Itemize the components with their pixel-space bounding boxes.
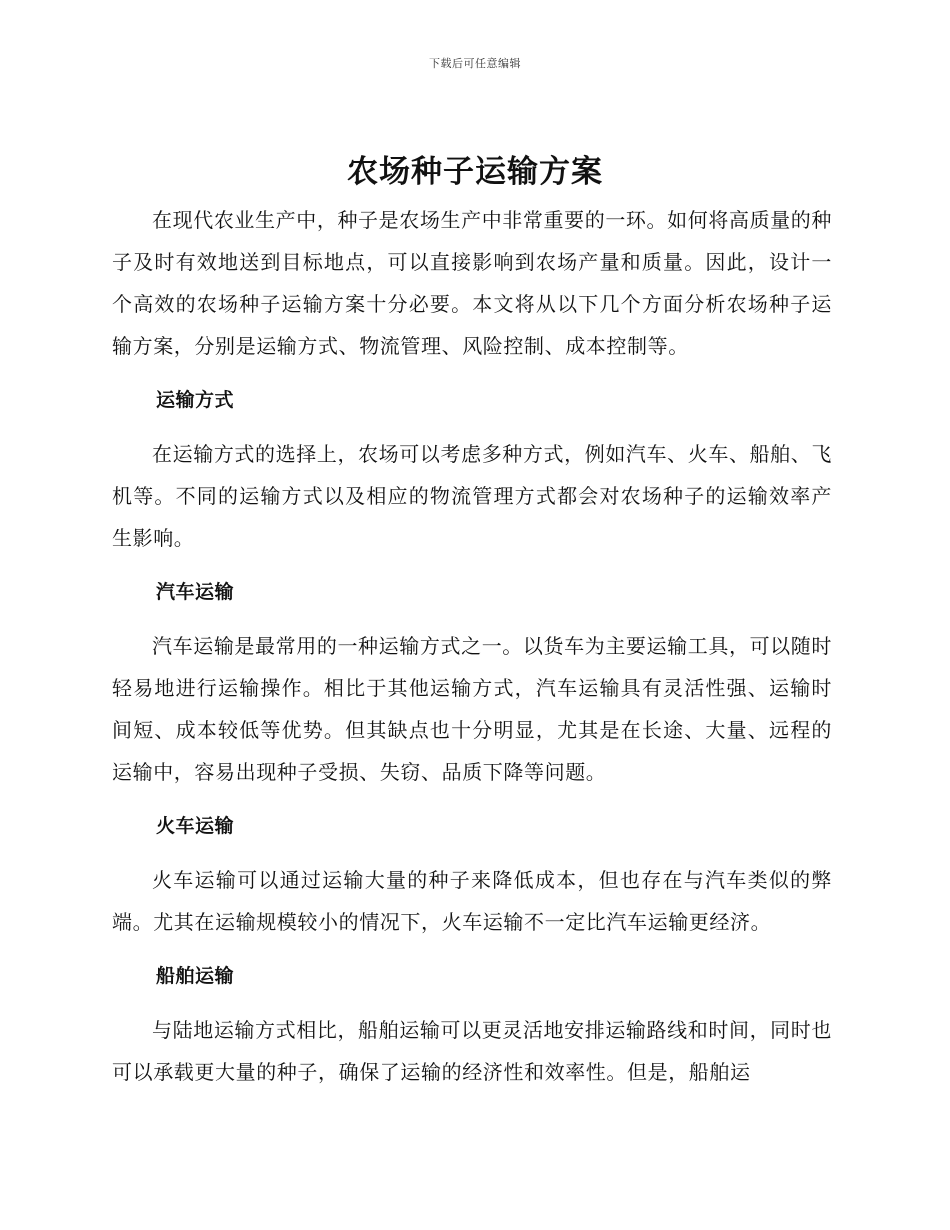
- section-heading-truck: 汽车运输: [156, 581, 235, 603]
- section-paragraph-ship: 与陆地运输方式相比，船舶运输可以更灵活地安排运输路线和时间，同时也可以承载更大量的种子，确保了运输的经济性和效率性。但是，船舶运: [112, 1018, 832, 1084]
- section-paragraph-truck: 汽车运输是最常用的一种运输方式之一。以货车为主要运输工具，可以随时轻易地进行运输操作。相比于其他运输方式，汽车运输具有灵活性强、运输时间短、成本较低等优势。但其缺点也十分明显，尤其是在长途、大量、远程的运输中，容易出现种子受损、失窃、品质下降等问题。: [112, 634, 832, 784]
- section-heading-ship: 船舶运输: [156, 965, 235, 987]
- section-paragraph-transport-mode: 在运输方式的选择上，农场可以考虑多种方式，例如汽车、火车、船舶、飞机等。不同的运输方式以及相应的物流管理方式都会对农场种子的运输效率产生影响。: [112, 442, 832, 550]
- document-title: 农场种子运输方案: [347, 154, 603, 190]
- section-heading-transport-mode: 运输方式: [156, 389, 235, 411]
- document-body: [112, 199, 832, 1105]
- intro-paragraph: 在现代农业生产中，种子是农场生产中非常重要的一环。如何将高质量的种子及时有效地送到目标地点，可以直接影响到农场产量和质量。因此，设计一个高效的农场种子运输方案十分必要。本文将从以下几个方面分析农场种子运输方案，分别是运输方式、物流管理、风险控制、成本控制等。: [112, 208, 832, 358]
- section-heading-train: 火车运输: [156, 815, 235, 837]
- section-paragraph-train: 火车运输可以通过运输大量的种子来降低成本，但也存在与汽车类似的弊端。尤其在运输规模较小的情况下，火车运输不一定比汽车运输更经济。: [112, 868, 832, 934]
- header-note: 下载后可任意编辑: [429, 57, 521, 70]
